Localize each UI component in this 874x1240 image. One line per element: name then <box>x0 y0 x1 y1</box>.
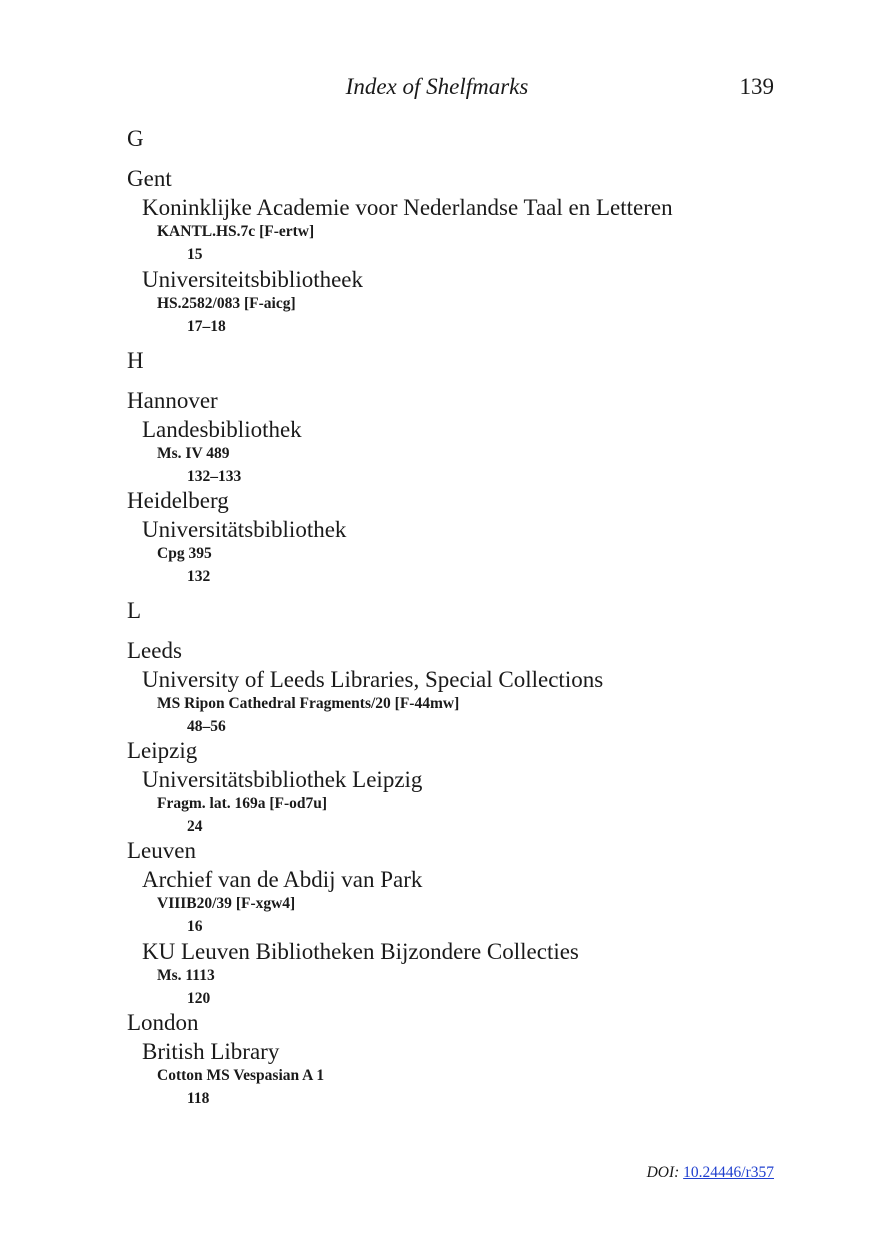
place-heading: London <box>127 1010 199 1035</box>
library-heading: KU Leuven Bibliotheken Bijzondere Collecties <box>142 939 579 964</box>
shelfmark-label: KANTL.HS.7c <box>157 223 256 240</box>
index-section <box>127 596 787 1110</box>
shelfmark-label: Cpg 395 <box>157 545 212 562</box>
index-section <box>127 346 787 588</box>
library-heading: Landesbibliothek <box>142 417 302 442</box>
shelfmark-entry <box>127 793 787 815</box>
page-reference: 17–18 <box>187 318 226 335</box>
library-heading: Universitätsbibliothek <box>142 517 347 542</box>
running-title: Index of Shelfmarks <box>345 74 529 99</box>
place-heading: Heidelberg <box>127 488 229 513</box>
page-number: 139 <box>739 74 774 99</box>
shelfmark-index <box>127 124 787 1110</box>
shelfmark-label: Ms. 1113 <box>157 967 215 984</box>
place-heading: Leuven <box>127 838 196 863</box>
place-heading: Leeds <box>127 638 182 663</box>
shelfmark-entry <box>127 543 787 565</box>
page-reference: 24 <box>187 818 203 835</box>
shelfmark-label: MS Ripon Cathedral Fragments/20 <box>157 695 391 712</box>
shelfmark-label: Cotton MS Vespasian A 1 <box>157 1067 325 1084</box>
shelfmark-identifier <box>395 695 460 712</box>
shelfmark-identifier <box>244 295 296 312</box>
library-heading: Universitätsbibliothek Leipzig <box>142 767 423 792</box>
shelfmark-entry <box>127 293 787 315</box>
shelfmark-entry <box>127 1065 787 1087</box>
shelfmark-identifier <box>236 895 295 912</box>
shelfmark-label: VIIIB20/39 <box>157 895 232 912</box>
shelfmark-label: HS.2582/083 <box>157 295 241 312</box>
page-reference: 15 <box>187 246 203 263</box>
identifier-code: [F-xgw4] <box>235 895 296 912</box>
shelfmark-entry <box>127 443 787 465</box>
page-reference: 132 <box>187 568 211 585</box>
library-heading: University of Leeds Libraries, Special Collections <box>142 667 604 692</box>
doi-label: DOI: <box>646 1164 680 1181</box>
page-reference: 48–56 <box>187 718 226 735</box>
page-reference: 132–133 <box>187 468 242 485</box>
page-reference: 120 <box>187 990 211 1007</box>
identifier-code: [F-ertw] <box>259 223 315 240</box>
library-heading: Universiteitsbibliotheek <box>142 267 364 292</box>
index-section <box>127 124 787 338</box>
shelfmark-entry <box>127 693 787 715</box>
place-heading: Leipzig <box>127 738 198 763</box>
page-reference: 118 <box>187 1090 210 1107</box>
section-letter: G <box>127 126 144 151</box>
doi-footer <box>647 1162 774 1184</box>
section-letter: H <box>127 348 144 373</box>
doi-link[interactable]: 10.24446/r357 <box>683 1164 774 1181</box>
section-letter: L <box>127 598 142 623</box>
running-head <box>0 70 874 104</box>
shelfmark-identifier <box>259 223 314 240</box>
page-reference: 16 <box>187 918 203 935</box>
shelfmark-label: Ms. IV 489 <box>157 445 230 462</box>
place-heading: Hannover <box>127 388 218 413</box>
identifier-code: [F-44mw] <box>394 695 460 712</box>
shelfmark-label: Fragm. lat. 169a <box>157 795 266 812</box>
identifier-code: [F-od7u] <box>269 795 328 812</box>
library-heading: British Library <box>142 1039 280 1064</box>
library-heading: Archief van de Abdij van Park <box>142 867 423 892</box>
shelfmark-identifier <box>269 795 327 812</box>
library-heading: Koninklijke Academie voor Nederlandse Taal en Letteren <box>142 195 673 220</box>
shelfmark-entry <box>127 221 787 243</box>
shelfmark-entry <box>127 893 787 915</box>
place-heading: Gent <box>127 166 172 191</box>
shelfmark-entry <box>127 965 787 987</box>
identifier-code: [F-aicg] <box>243 295 296 312</box>
